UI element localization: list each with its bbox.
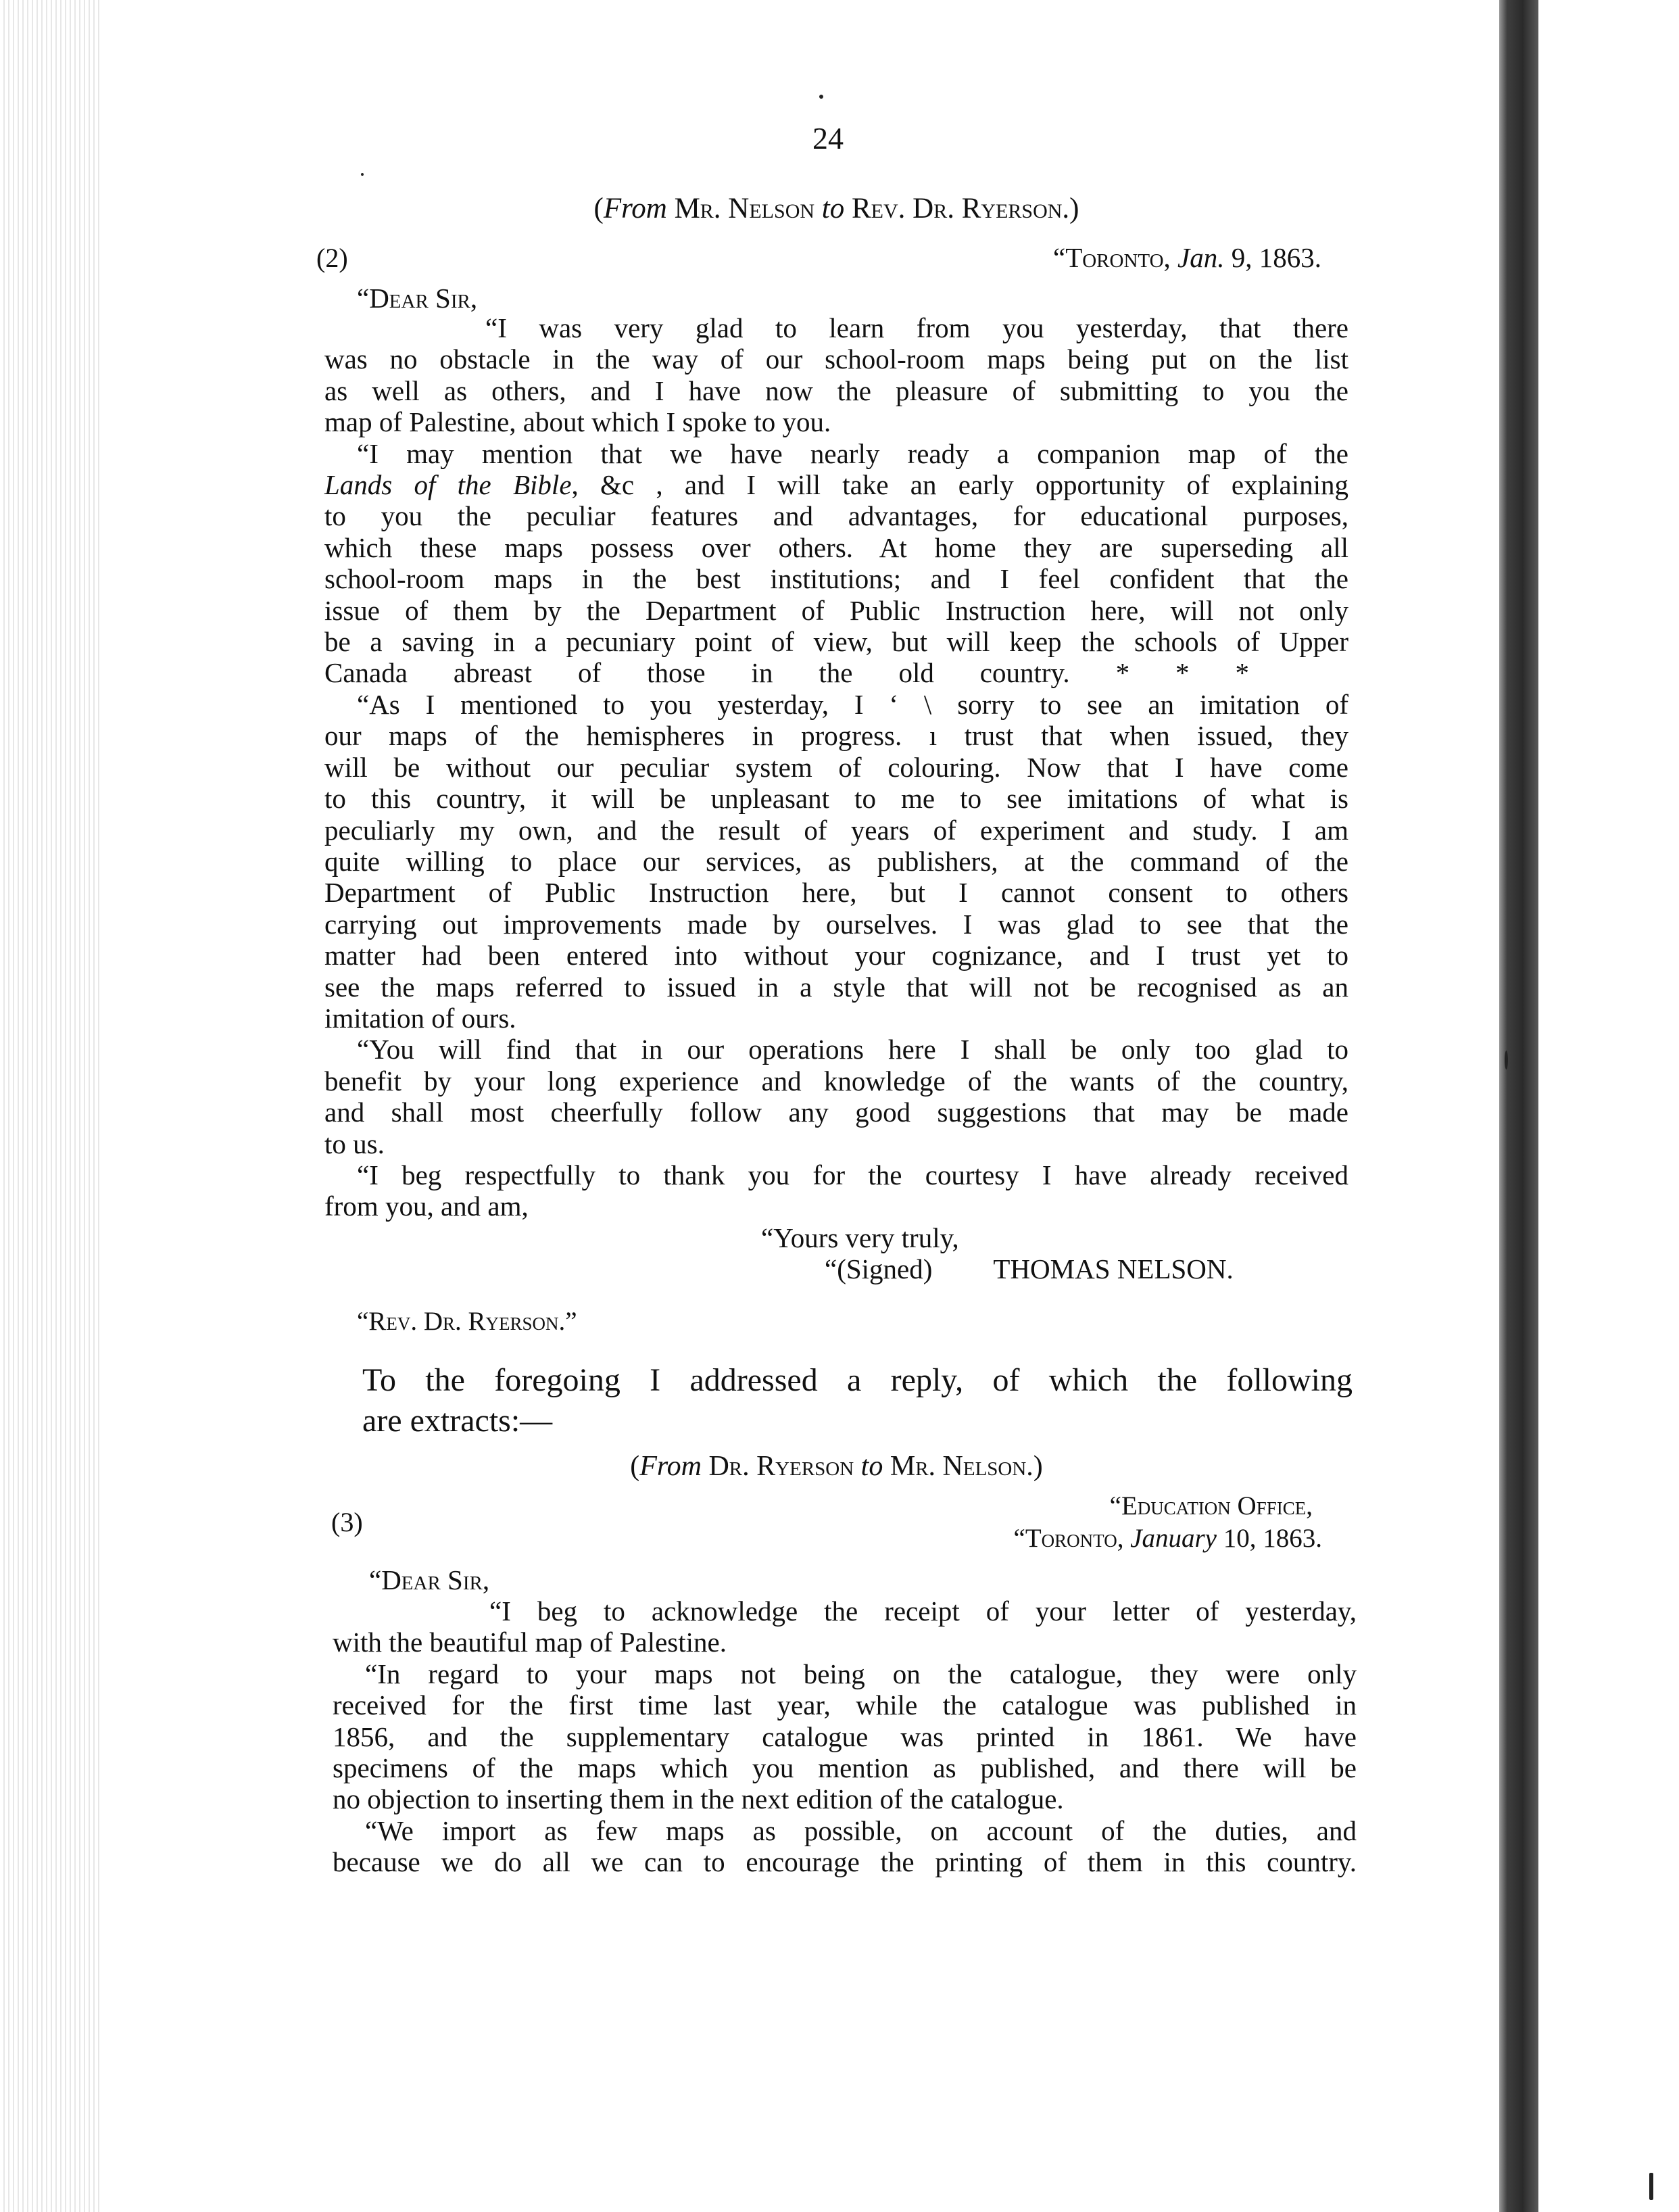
body-line: see the maps referred to issued in a style that will not be recognised as an [324,971,1348,1003]
heading-recipient: Rev. Dr. Ryerson.) [844,193,1079,224]
body-line-rest: , &c , and I will take an early opportunity of explaining [571,469,1349,501]
date-rest: 10, 1863. [1217,1524,1322,1553]
letter-date [940,242,1321,273]
body-line: carrying out improvements made by ourselves. I was glad to see that the [324,908,1348,940]
body-line: to you the peculiar features and advantages, for educational purposes, [324,500,1348,532]
body-line: with the beautiful map of Palestine. [333,1627,727,1658]
body-line: “I beg respectfully to thank you for the courtesy I have already received [357,1159,1348,1191]
body-line: because we do all we can to encourage the printing of them in this country. [333,1846,1357,1878]
body-line: specimens of the maps which you mention as published, and there will be [333,1752,1357,1784]
body-line: “We import as few maps as possible, on account of the duties, and [365,1814,1357,1846]
body-line: “In regard to your maps not being on the catalogue, they were only [365,1658,1357,1689]
heading-recipient: Mr. Nelson.) [883,1451,1043,1482]
body-line: received for the first time last year, while the catalogue was published in [333,1689,1357,1721]
reply-intro [362,1360,1353,1441]
page-number: 24 [812,121,844,155]
heading-to: to [821,193,845,224]
body-line: map of Palestine, about which I spoke to you. [324,406,831,438]
date-rest: 9, 1863. [1224,242,1321,273]
body-line: “I beg to acknowledge the receipt of your letter of yesterday, [489,1595,1357,1627]
body-line: as well as others, and I have now the pleasure of submitting to you the [324,375,1348,406]
signed-label: “(Signed) [825,1253,933,1285]
heading-from: From [603,193,667,224]
body-line: “You will find that in our operations here I shall be only too glad to [357,1034,1348,1065]
letter2-body [324,312,1348,1285]
book-title: Lands of the Bible [324,469,572,501]
body-line: to us. [324,1128,385,1159]
date-month: Jan. [1177,242,1225,273]
recipient-address: “Rev. Dr. Ryerson.” [357,1307,577,1336]
heading-sender: Mr. Nelson [666,193,822,224]
signature-name: THOMAS NELSON. [993,1253,1234,1285]
date-place: “Toronto, [1053,242,1178,273]
ink-speck [819,95,823,99]
letter3-body [333,1595,1357,1878]
body-line [324,469,1348,500]
body-line: Canada abreast of those in the old country. * * * [324,657,1249,689]
ink-speck [361,173,364,176]
letter-marker: (2) [316,243,348,273]
page-stack-edge [0,0,101,2212]
adjacent-page [1538,0,1679,2212]
salutation: “Dear Sir, [357,283,478,314]
body-line: school-room maps in the best institutions; and I feel confident that the [324,563,1348,595]
body-line: quite willing to place our services, as publishers, at the command of the [324,845,1348,877]
body-line: no objection to inserting them in the next edition of the catalogue. [333,1783,1064,1815]
letter2-heading [324,193,1348,224]
heading-to: to [860,1451,883,1482]
body-line: peculiarly my own, and the result of years of experiment and study. I am [324,814,1348,846]
body-line: “I may mention that we have nearly ready a companion map of the [357,437,1348,469]
ink-speck [1649,2173,1653,2200]
heading-open: ( [630,1451,640,1482]
heading-sender: Dr. Ryerson [701,1451,861,1482]
body-line: from you, and am, [324,1191,529,1222]
body-line: which these maps possess over others. At home they are superseding all [324,531,1348,563]
letter-office-date [865,1490,1322,1555]
letter3-heading [324,1451,1348,1482]
body-line: our maps of the hemispheres in progress. ı trust that when issued, they [324,720,1348,752]
body-line: to this country, it will be unpleasant to me to see imitations of what is [324,783,1348,815]
salutation: “Dear Sir, [369,1564,490,1595]
date-month: January [1130,1524,1217,1553]
heading-open: ( [593,193,604,224]
heading-from: From [639,1451,702,1482]
book-binding [1499,0,1538,2212]
signature-line [324,1253,1348,1284]
closing-line: “Yours very truly, [761,1222,959,1253]
office-line: “Education Office, [1109,1491,1313,1520]
body-line: imitation of ours. [324,1002,516,1034]
date-line [865,1522,1322,1555]
date-place: “Toronto, [1013,1524,1131,1553]
intro-line: To the foregoing I addressed a reply, of which the following [362,1362,1353,1398]
body-line: be a saving in a pecuniary point of view, but will keep the schools of Upper [324,626,1348,658]
body-line: “I was very glad to learn from you yesterday, that there [485,312,1348,343]
body-line: matter had been entered into without your cognizance, and I trust yet to [324,940,1348,971]
letter-marker: (3) [331,1507,363,1537]
body-line: and shall most cheerfully follow any good suggestions that may be made [324,1097,1348,1128]
body-line: Department of Public Instruction here, but I cannot consent to others [324,877,1348,909]
body-line: issue of them by the Department of Public Instruction here, will not only [324,594,1348,626]
ink-speck [1505,1051,1508,1069]
body-line: benefit by your long experience and knowledge of the wants of the country, [324,1065,1348,1097]
body-line: 1856, and the supplementary catalogue was printed in 1861. We have [333,1721,1357,1752]
body-line: will be without our peculiar system of colouring. Now that I have come [324,751,1348,783]
intro-line: are extracts:— [362,1403,553,1439]
body-line: was no obstacle in the way of our school-room maps being put on the list [324,343,1348,375]
body-line: “As I mentioned to you yesterday, I ‘ \ sorry to see an imitation of [357,688,1348,720]
